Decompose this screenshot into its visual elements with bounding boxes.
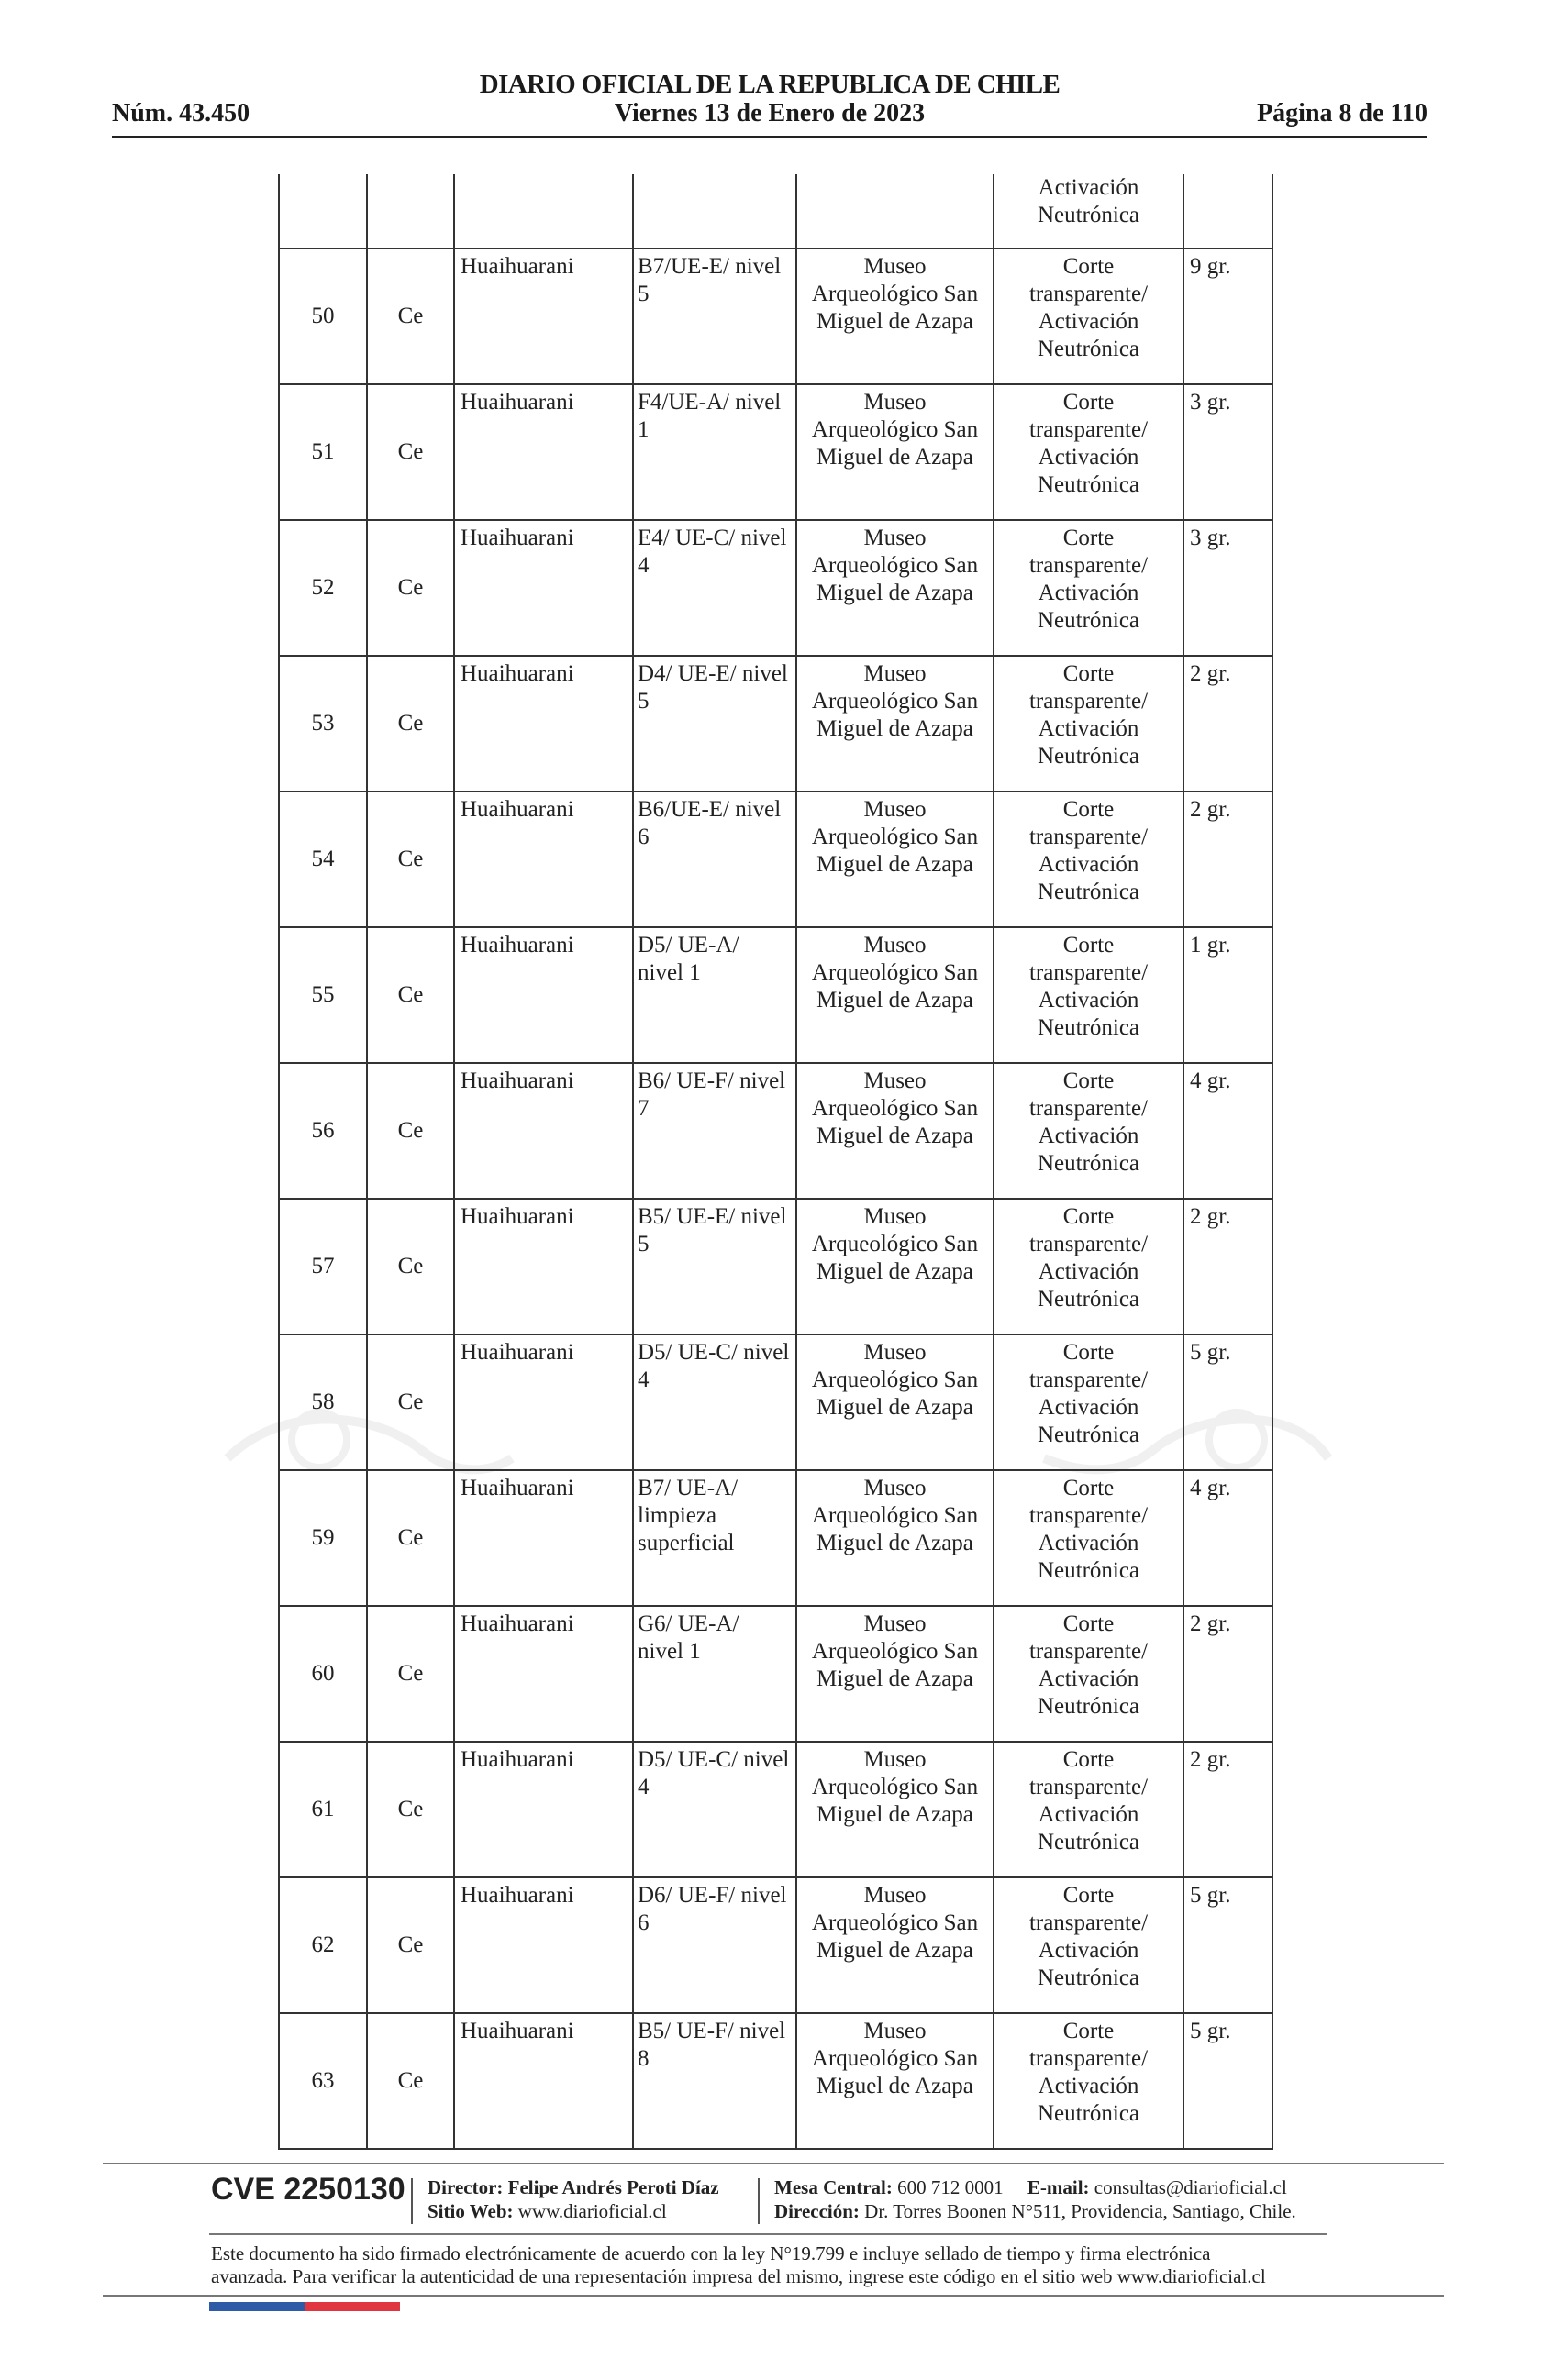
analysis-cell xyxy=(994,1742,1183,1877)
site-cell: Huaihuarani xyxy=(454,1334,633,1470)
page-header xyxy=(112,66,1427,139)
samples-table-body xyxy=(279,174,1272,2149)
context-line: limpieza xyxy=(638,1503,717,1528)
analysis-line: Corte xyxy=(1062,2019,1115,2043)
museum-line: Miguel de Azapa xyxy=(816,1531,973,1555)
legal-line: Este documento ha sido firmado electrónicamente de acuerdo con la ley N°19.799 e incluye sellado de tiempo y firma electrónica xyxy=(211,2242,1211,2264)
analysis-cell xyxy=(994,927,1183,1063)
site-cell: Huaihuarani xyxy=(454,656,633,791)
context-line: D6/ UE-F/ nivel xyxy=(638,1883,787,1908)
item-number-cell: 59 xyxy=(279,1470,367,1606)
analysis-line: Activación xyxy=(1038,175,1139,200)
analysis-line: Corte xyxy=(1062,1476,1115,1500)
weight-cell: 2 gr. xyxy=(1183,1199,1272,1334)
analysis-line: Corte xyxy=(1062,1340,1115,1365)
site-cell: Huaihuarani xyxy=(454,1606,633,1742)
element-cell: Ce xyxy=(367,520,454,656)
element-cell: Ce xyxy=(367,791,454,927)
element-cell: Ce xyxy=(367,249,454,384)
analysis-cell xyxy=(994,1063,1183,1199)
element-cell: Ce xyxy=(367,384,454,520)
museum-line: Arqueológico San xyxy=(811,1910,979,1935)
table-row xyxy=(279,520,1272,656)
context-cell xyxy=(633,520,796,656)
analysis-line: Neutrónica xyxy=(1037,1422,1140,1447)
analysis-line: transparente/ xyxy=(1028,689,1149,714)
analysis-line: Activación xyxy=(1038,445,1139,470)
weight-cell: 2 gr. xyxy=(1183,791,1272,927)
weight-cell: 5 gr. xyxy=(1183,1334,1272,1470)
item-number-cell: 50 xyxy=(279,249,367,384)
element-cell: Ce xyxy=(367,1742,454,1877)
table-row xyxy=(279,384,1272,520)
analysis-line: Activación xyxy=(1038,1259,1139,1284)
museum-line: Museo xyxy=(863,1476,927,1500)
legal-notice xyxy=(211,2242,1349,2288)
museum-line: Museo xyxy=(863,1068,927,1093)
table-row xyxy=(279,791,1272,927)
analysis-cell xyxy=(994,1606,1183,1742)
element-cell: Ce xyxy=(367,1606,454,1742)
context-line: nivel 1 xyxy=(638,960,701,985)
museum-line: Arqueológico San xyxy=(811,825,979,849)
table-row xyxy=(279,1470,1272,1606)
analysis-line: Neutrónica xyxy=(1037,1287,1140,1312)
site-cell: Huaihuarani xyxy=(454,927,633,1063)
analysis-line: Corte xyxy=(1062,1068,1115,1093)
museum-cell xyxy=(796,927,994,1063)
context-line: B7/ UE-A/ xyxy=(638,1476,739,1500)
weight-cell: 2 gr. xyxy=(1183,1606,1272,1742)
museum-line: Arqueológico San xyxy=(811,689,979,714)
analysis-line: Activación xyxy=(1038,1666,1139,1691)
analysis-cell xyxy=(994,1877,1183,2013)
context-line: E4/ UE-C/ nivel xyxy=(638,526,787,550)
museum-line: Miguel de Azapa xyxy=(816,445,973,470)
context-cell xyxy=(633,1877,796,2013)
analysis-line: Neutrónica xyxy=(1037,2101,1140,2126)
analysis-line: Neutrónica xyxy=(1037,203,1140,227)
weight-cell: 3 gr. xyxy=(1183,384,1272,520)
weight-cell: 5 gr. xyxy=(1183,1877,1272,2013)
address-value: Dr. Torres Boonen N°511, Providencia, Santiago, Chile. xyxy=(864,2200,1296,2222)
continued-row xyxy=(279,174,1272,249)
context-line: F4/UE-A/ nivel xyxy=(638,390,782,415)
analysis-cell xyxy=(994,249,1183,384)
context-cell xyxy=(633,927,796,1063)
context-line: nivel 1 xyxy=(638,1639,701,1664)
footer-divider xyxy=(209,2233,1327,2235)
analysis-line: Corte xyxy=(1062,933,1115,958)
museum-cell xyxy=(796,656,994,791)
table-row xyxy=(279,1199,1272,1334)
footer-separator xyxy=(411,2178,413,2224)
analysis-line: Activación xyxy=(1038,852,1139,877)
table-row xyxy=(279,1334,1272,1470)
museum-line: Arqueológico San xyxy=(811,1503,979,1528)
analysis-line: Neutrónica xyxy=(1037,1694,1140,1719)
context-line: 5 xyxy=(638,1232,650,1256)
analysis-line: Activación xyxy=(1038,309,1139,334)
analysis-line: transparente/ xyxy=(1028,1775,1149,1799)
museum-line: Museo xyxy=(863,661,927,686)
weight-cell: 4 gr. xyxy=(1183,1063,1272,1199)
weight-cell: 2 gr. xyxy=(1183,656,1272,791)
analysis-line: Corte xyxy=(1062,390,1115,415)
context-cell xyxy=(633,1063,796,1199)
analysis-line: Corte xyxy=(1062,1747,1115,1772)
site-cell: Huaihuarani xyxy=(454,1742,633,1877)
element-cell: Ce xyxy=(367,1199,454,1334)
analysis-line: Corte xyxy=(1062,797,1115,822)
continued-analysis-cell xyxy=(994,174,1183,249)
item-number-cell: 55 xyxy=(279,927,367,1063)
context-line: 4 xyxy=(638,1367,650,1392)
context-line: 4 xyxy=(638,1775,650,1799)
site-cell: Huaihuarani xyxy=(454,1470,633,1606)
museum-cell xyxy=(796,249,994,384)
scanned-table xyxy=(278,174,1272,2150)
context-cell xyxy=(633,1470,796,1606)
analysis-line: transparente/ xyxy=(1028,417,1149,442)
issue-date: Viernes 13 de Enero de 2023 xyxy=(614,99,926,127)
item-number-cell: 60 xyxy=(279,1606,367,1742)
museum-line: Museo xyxy=(863,1883,927,1908)
museum-line: Museo xyxy=(863,1611,927,1636)
site-cell: Huaihuarani xyxy=(454,791,633,927)
element-cell: Ce xyxy=(367,1063,454,1199)
context-cell xyxy=(633,656,796,791)
address-label: Dirección: xyxy=(774,2200,860,2222)
analysis-line: Activación xyxy=(1038,716,1139,741)
museum-line: Museo xyxy=(863,1747,927,1772)
site-cell: Huaihuarani xyxy=(454,384,633,520)
context-line: 8 xyxy=(638,2046,650,2071)
header-divider xyxy=(112,136,1427,138)
journal-title: DIARIO OFICIAL DE LA REPUBLICA DE CHILE xyxy=(479,70,1061,99)
analysis-line: Neutrónica xyxy=(1037,608,1140,633)
museum-line: Miguel de Azapa xyxy=(816,852,973,877)
context-line: 5 xyxy=(638,282,650,306)
flag-stripe-red xyxy=(305,2302,400,2311)
analysis-line: transparente/ xyxy=(1028,282,1149,306)
analysis-line: Corte xyxy=(1062,1611,1115,1636)
analysis-cell xyxy=(994,791,1183,927)
context-line: 1 xyxy=(638,417,650,442)
site-cell: Huaihuarani xyxy=(454,1877,633,2013)
table-row xyxy=(279,249,1272,384)
web-label: Sitio Web: xyxy=(428,2200,514,2222)
analysis-line: transparente/ xyxy=(1028,1639,1149,1664)
museum-cell xyxy=(796,384,994,520)
museum-line: Museo xyxy=(863,1340,927,1365)
museum-cell xyxy=(796,1199,994,1334)
analysis-line: Corte xyxy=(1062,1204,1115,1229)
analysis-line: Activación xyxy=(1038,1938,1139,1963)
analysis-line: Neutrónica xyxy=(1037,1015,1140,1040)
element-cell: Ce xyxy=(367,1877,454,2013)
footer-contact-block xyxy=(774,2175,1296,2223)
context-cell xyxy=(633,1606,796,1742)
analysis-line: transparente/ xyxy=(1028,2046,1149,2071)
weight-cell: 3 gr. xyxy=(1183,520,1272,656)
phone-value: 600 712 0001 xyxy=(897,2176,1004,2198)
site-cell: Huaihuarani xyxy=(454,1199,633,1334)
context-line: 7 xyxy=(638,1096,650,1121)
context-line: D5/ UE-A/ xyxy=(638,933,739,958)
context-line: D5/ UE-C/ nivel xyxy=(638,1747,790,1772)
museum-line: Arqueológico San xyxy=(811,1232,979,1256)
museum-line: Miguel de Azapa xyxy=(816,1802,973,1827)
issue-number: Núm. 43.450 xyxy=(112,99,250,127)
samples-table xyxy=(278,174,1273,2150)
analysis-cell xyxy=(994,1199,1183,1334)
context-line: B6/UE-E/ nivel xyxy=(638,797,782,822)
analysis-line: transparente/ xyxy=(1028,1910,1149,1935)
museum-cell xyxy=(796,1606,994,1742)
legal-line: avanzada. Para verificar la autenticidad de una representación impresa del mismo, ingrese este código en el sitio web www.diarioficial.cl xyxy=(211,2265,1266,2287)
museum-line: Miguel de Azapa xyxy=(816,1395,973,1420)
analysis-line: Corte xyxy=(1062,1883,1115,1908)
museum-line: Arqueológico San xyxy=(811,2046,979,2071)
museum-line: Museo xyxy=(863,254,927,279)
museum-line: Museo xyxy=(863,1204,927,1229)
analysis-line: Neutrónica xyxy=(1037,744,1140,769)
analysis-line: Corte xyxy=(1062,661,1115,686)
analysis-line: transparente/ xyxy=(1028,960,1149,985)
analysis-line: transparente/ xyxy=(1028,825,1149,849)
analysis-line: Neutrónica xyxy=(1037,1830,1140,1854)
analysis-cell xyxy=(994,1470,1183,1606)
element-cell: Ce xyxy=(367,1334,454,1470)
analysis-line: Neutrónica xyxy=(1037,337,1140,361)
museum-line: Arqueológico San xyxy=(811,417,979,442)
analysis-line: Corte xyxy=(1062,526,1115,550)
context-cell xyxy=(633,249,796,384)
analysis-cell xyxy=(994,1334,1183,1470)
email-label: E-mail: xyxy=(1027,2176,1090,2198)
context-cell xyxy=(633,1334,796,1470)
footer-divider xyxy=(103,2163,1444,2164)
context-line: 5 xyxy=(638,689,650,714)
analysis-line: Activación xyxy=(1038,1124,1139,1148)
item-number-cell: 63 xyxy=(279,2013,367,2149)
museum-line: Miguel de Azapa xyxy=(816,581,973,605)
weight-cell: 2 gr. xyxy=(1183,1742,1272,1877)
analysis-line: transparente/ xyxy=(1028,1503,1149,1528)
museum-cell xyxy=(796,1334,994,1470)
museum-line: Arqueológico San xyxy=(811,1367,979,1392)
museum-line: Miguel de Azapa xyxy=(816,1259,973,1284)
analysis-line: Neutrónica xyxy=(1037,472,1140,497)
context-line: B5/ UE-E/ nivel xyxy=(638,1204,787,1229)
analysis-cell xyxy=(994,2013,1183,2149)
museum-line: Miguel de Azapa xyxy=(816,1124,973,1148)
item-number-cell: 62 xyxy=(279,1877,367,2013)
context-line: 4 xyxy=(638,553,650,578)
site-cell: Huaihuarani xyxy=(454,249,633,384)
site-cell: Huaihuarani xyxy=(454,520,633,656)
element-cell: Ce xyxy=(367,1470,454,1606)
table-row xyxy=(279,2013,1272,2149)
site-cell: Huaihuarani xyxy=(454,2013,633,2149)
footer-director-block xyxy=(428,2175,719,2223)
analysis-line: Activación xyxy=(1038,1531,1139,1555)
museum-line: Museo xyxy=(863,2019,927,2043)
item-number-cell: 54 xyxy=(279,791,367,927)
analysis-line: Activación xyxy=(1038,2074,1139,2098)
context-line: 6 xyxy=(638,825,650,849)
weight-cell: 4 gr. xyxy=(1183,1470,1272,1606)
museum-line: Miguel de Azapa xyxy=(816,988,973,1013)
museum-line: Miguel de Azapa xyxy=(816,309,973,334)
analysis-line: Activación xyxy=(1038,581,1139,605)
context-line: superficial xyxy=(638,1531,735,1555)
museum-line: Miguel de Azapa xyxy=(816,1666,973,1691)
element-cell: Ce xyxy=(367,656,454,791)
context-line: B7/UE-E/ nivel xyxy=(638,254,782,279)
element-cell: Ce xyxy=(367,927,454,1063)
analysis-cell xyxy=(994,520,1183,656)
museum-cell xyxy=(796,791,994,927)
phone-label: Mesa Central: xyxy=(774,2176,893,2198)
museum-cell xyxy=(796,2013,994,2149)
museum-line: Arqueológico San xyxy=(811,1096,979,1121)
footer-separator xyxy=(758,2178,760,2224)
item-number-cell: 53 xyxy=(279,656,367,791)
museum-cell xyxy=(796,1470,994,1606)
museum-line: Museo xyxy=(863,933,927,958)
museum-line: Museo xyxy=(863,526,927,550)
museum-cell xyxy=(796,1742,994,1877)
museum-line: Museo xyxy=(863,797,927,822)
table-row xyxy=(279,1742,1272,1877)
context-cell xyxy=(633,384,796,520)
analysis-line: Neutrónica xyxy=(1037,880,1140,904)
analysis-line: transparente/ xyxy=(1028,1367,1149,1392)
museum-line: Miguel de Azapa xyxy=(816,716,973,741)
context-cell xyxy=(633,2013,796,2149)
page-number: Página 8 de 110 xyxy=(1257,99,1427,127)
museum-line: Arqueológico San xyxy=(811,282,979,306)
analysis-line: Neutrónica xyxy=(1037,1965,1140,1990)
item-number-cell: 56 xyxy=(279,1063,367,1199)
item-number-cell: 58 xyxy=(279,1334,367,1470)
table-row xyxy=(279,1063,1272,1199)
analysis-line: Activación xyxy=(1038,988,1139,1013)
analysis-line: Neutrónica xyxy=(1037,1151,1140,1176)
table-row xyxy=(279,927,1272,1063)
museum-line: Arqueológico San xyxy=(811,1639,979,1664)
context-line: 6 xyxy=(638,1910,650,1935)
context-cell xyxy=(633,1199,796,1334)
analysis-line: Neutrónica xyxy=(1037,1558,1140,1583)
context-line: D5/ UE-C/ nivel xyxy=(638,1340,790,1365)
context-line: B6/ UE-F/ nivel xyxy=(638,1068,786,1093)
weight-cell: 9 gr. xyxy=(1183,249,1272,384)
cve-code: CVE 2250130 xyxy=(211,2172,405,2207)
context-cell xyxy=(633,1742,796,1877)
weight-cell: 1 gr. xyxy=(1183,927,1272,1063)
museum-line: Arqueológico San xyxy=(811,960,979,985)
context-cell xyxy=(633,791,796,927)
analysis-cell xyxy=(994,656,1183,791)
context-line: B5/ UE-F/ nivel xyxy=(638,2019,786,2043)
item-number-cell: 52 xyxy=(279,520,367,656)
analysis-line: Corte xyxy=(1062,254,1115,279)
email-value[interactable]: consultas@diarioficial.cl xyxy=(1094,2176,1287,2198)
element-cell: Ce xyxy=(367,2013,454,2149)
analysis-line: Activación xyxy=(1038,1802,1139,1827)
museum-line: Miguel de Azapa xyxy=(816,2074,973,2098)
analysis-cell xyxy=(994,384,1183,520)
context-line: D4/ UE-E/ nivel xyxy=(638,661,788,686)
analysis-line: transparente/ xyxy=(1028,553,1149,578)
web-value[interactable]: www.diarioficial.cl xyxy=(517,2200,667,2222)
museum-cell xyxy=(796,1063,994,1199)
director-label: Director: xyxy=(428,2176,504,2198)
weight-cell: 5 gr. xyxy=(1183,2013,1272,2149)
flag-stripe-blue xyxy=(209,2302,305,2311)
director-name: Felipe Andrés Peroti Díaz xyxy=(507,2176,719,2198)
museum-line: Museo xyxy=(863,390,927,415)
museum-line: Arqueológico San xyxy=(811,553,979,578)
site-cell: Huaihuarani xyxy=(454,1063,633,1199)
analysis-line: Activación xyxy=(1038,1395,1139,1420)
footer-divider xyxy=(103,2295,1444,2297)
museum-line: Miguel de Azapa xyxy=(816,1938,973,1963)
museum-cell xyxy=(796,1877,994,2013)
museum-line: Arqueológico San xyxy=(811,1775,979,1799)
analysis-line: transparente/ xyxy=(1028,1096,1149,1121)
table-row xyxy=(279,1877,1272,2013)
item-number-cell: 61 xyxy=(279,1742,367,1877)
museum-cell xyxy=(796,520,994,656)
item-number-cell: 57 xyxy=(279,1199,367,1334)
analysis-line: transparente/ xyxy=(1028,1232,1149,1256)
table-row xyxy=(279,1606,1272,1742)
table-row xyxy=(279,656,1272,791)
item-number-cell: 51 xyxy=(279,384,367,520)
context-line: G6/ UE-A/ xyxy=(638,1611,739,1636)
